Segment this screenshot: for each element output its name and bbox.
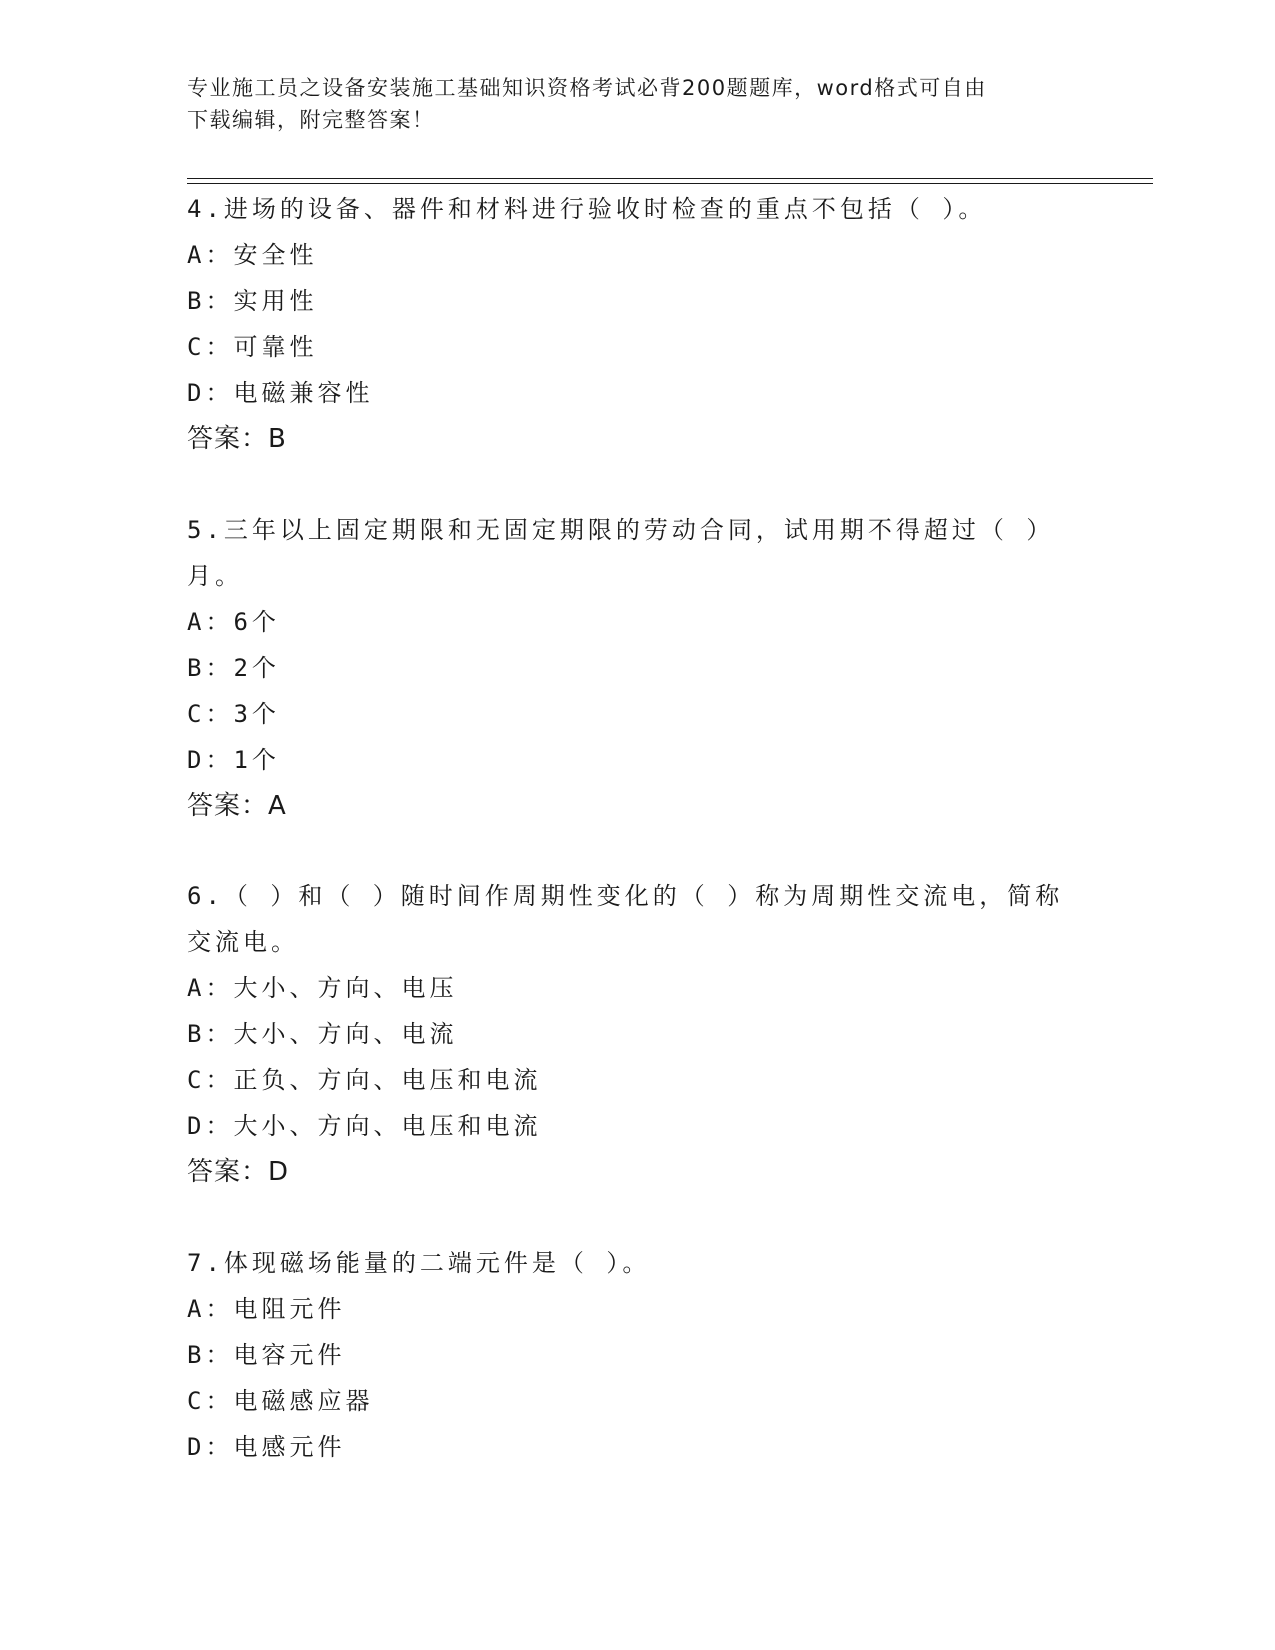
question-stem: 5.三年以上固定期限和无固定期限的劳动合同，试用期不得超过（ ） bbox=[187, 516, 1055, 544]
question-stem: 6.（ ）和（ ）随时间作周期性变化的（ ）称为周期性交流电，简称 bbox=[187, 882, 1064, 910]
header-rule-bottom bbox=[187, 183, 1153, 184]
header-line-1: 专业施工员之设备安装施工基础知识资格考试必背200题题库，word格式可自由 bbox=[187, 76, 987, 100]
option-c: C：3个 bbox=[187, 700, 280, 728]
option-b: B：大小、方向、电流 bbox=[187, 1020, 458, 1048]
option-a: A：电阻元件 bbox=[187, 1295, 346, 1323]
header-rule-top bbox=[187, 178, 1153, 179]
question-stem-continued: 月。 bbox=[187, 562, 243, 590]
question-6 bbox=[187, 873, 1087, 1195]
question-stem: 7.体现磁场能量的二端元件是（ ）。 bbox=[187, 1249, 651, 1277]
question-stem-continued: 交流电。 bbox=[187, 928, 299, 956]
option-a: A：大小、方向、电压 bbox=[187, 974, 458, 1002]
option-b: B：电容元件 bbox=[187, 1341, 346, 1369]
document-header bbox=[187, 72, 1067, 136]
option-a: A：6个 bbox=[187, 608, 280, 636]
header-line-2: 下载编辑，附完整答案！ bbox=[187, 108, 435, 132]
question-4 bbox=[187, 186, 1087, 462]
option-d: D：1个 bbox=[187, 746, 280, 774]
question-stem: 4.进场的设备、器件和材料进行验收时检查的重点不包括（ ）。 bbox=[187, 195, 987, 223]
option-c: C：可靠性 bbox=[187, 333, 318, 361]
option-d: D：大小、方向、电压和电流 bbox=[187, 1112, 542, 1140]
option-a: A：安全性 bbox=[187, 241, 318, 269]
answer-label: 答案：A bbox=[187, 791, 287, 821]
question-7 bbox=[187, 1240, 1087, 1470]
option-b: B：实用性 bbox=[187, 287, 318, 315]
answer-label: 答案：D bbox=[187, 1157, 290, 1187]
option-c: C：正负、方向、电压和电流 bbox=[187, 1066, 542, 1094]
question-5 bbox=[187, 507, 1087, 829]
option-d: D：电磁兼容性 bbox=[187, 379, 374, 407]
option-b: B：2个 bbox=[187, 654, 280, 682]
answer-label: 答案：B bbox=[187, 424, 287, 454]
option-c: C：电磁感应器 bbox=[187, 1387, 374, 1415]
option-d: D：电感元件 bbox=[187, 1433, 346, 1461]
